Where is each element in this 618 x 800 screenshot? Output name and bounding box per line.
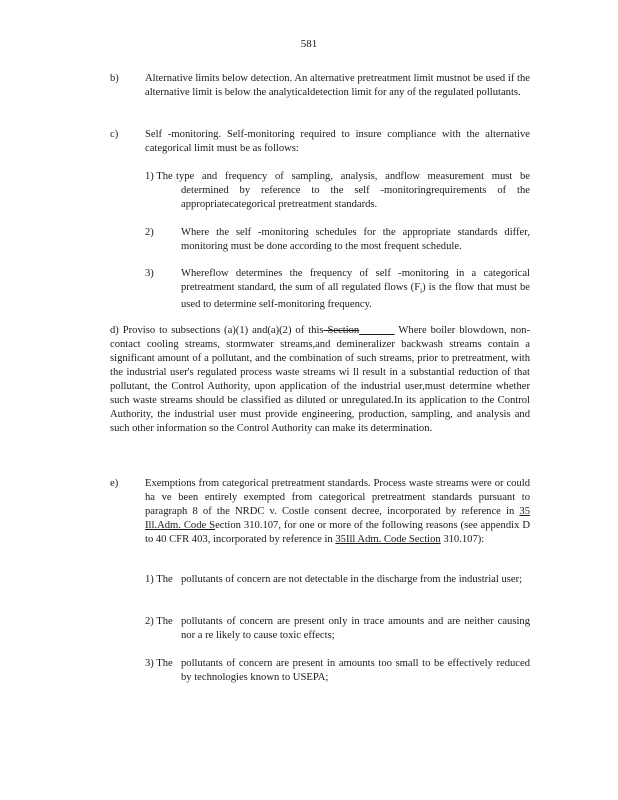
section-c-text: Self -monitoring. Self-monitoring required to insure compliance with the alternative categorical limit must be as follows: [145,129,530,154]
section-e-part3: 310.107): [440,534,485,545]
section-e-item-1 [145,573,530,587]
section-d-part2: Where boiler blowdown, non-contact cooling streams, stormwater streams,and demineralizer backwash streams contain a significant amount of a pollutant, and the combination of such streams, prior to pretreatment, with the industrial user's regulated process waste streams wi ll result in a substantial reduction of that pollutant, the Control Authority, upon application of the industrial user,must determine whether such waste streams should be classified as diluted or unregulated.In its application to the Control Authority, the industrial user must provide engineering, production, sampling, and analysis and such other information so the Control Authority can make its determination. [110,325,530,434]
section-d-text [110,324,530,436]
struck-text: Section [323,325,360,336]
item-text-part1: Whereflow determines the frequency of self -monitoring in a categorical pretreatment standard, the sum of all regulated flows (F [181,268,530,293]
item-text: type and frequency of sampling, analysis, andflow measurement must be determined by reference to the self -monitoringrequirements of the appropriatecategorical pretreatment standards. [176,171,530,210]
item-text-part2: ) is the flow that must be used to determine self-monitoring frequency. [181,282,530,311]
inserted-blank [359,325,394,336]
item-number: 2) The [145,616,173,627]
section-b-text: Alternative limits below detection. An alternative pretreatment limit mustnot be used if the alternative limit is below the analyticaldetection limit for any of the regulated pollutants. [145,73,530,98]
section-e-item-3 [145,657,530,685]
item-text: pollutants of concern are present in amounts too small to be effectively reduced by technologies known to USEPA; [181,658,530,683]
section-e-label: e) [110,478,119,489]
section-c-item-1 [145,170,530,212]
item-number: 1) The [145,574,173,585]
page-number: 581 [300,38,318,50]
item-text: Where the self -monitoring schedules for the appropriate standards differ, monitoring must be done according to the most frequent schedule. [181,227,530,252]
section-c-item-3 [145,267,530,312]
section-e-text [145,477,530,547]
item-number: 2) [145,227,154,238]
item-text: pollutants of concern are not detectable in the discharge from the industrial user; [181,574,523,585]
section-c-item-2 [145,226,530,254]
section-e-item-2 [145,615,530,643]
reference-2: 35Ill Adm. Code Section [335,534,441,545]
item-number: 1) The [145,171,173,182]
section-c-label: c) [110,129,119,140]
item-number: 3) [145,268,154,279]
item-text [181,267,530,312]
section-e-part1: Exemptions from categorical pretreatment standards. Process waste streams were or could ha ve been entirely exempted from categorical pretreatment standards pursuant to paragraph 8 of the NRDC v. Costle consent decree, incorporated by reference in [145,478,530,517]
section-d-part1: d) Proviso to subsections (a)(1) and(a)(2) of this [110,325,324,336]
section-b-label: b) [110,73,119,84]
section-e-part2: ection 310.107, for one or more of the following reasons (see appendix D to 40 CFR 403, incorporated by reference in [145,520,530,545]
item-number: 3) The [145,658,173,669]
reference-1: 35 Ill.Adm. Code S [145,506,530,531]
item-text: pollutants of concern are present only in trace amounts and are neither causing nor a re likely to cause toxic effects; [181,616,530,641]
flow-subscript: i [420,287,423,296]
